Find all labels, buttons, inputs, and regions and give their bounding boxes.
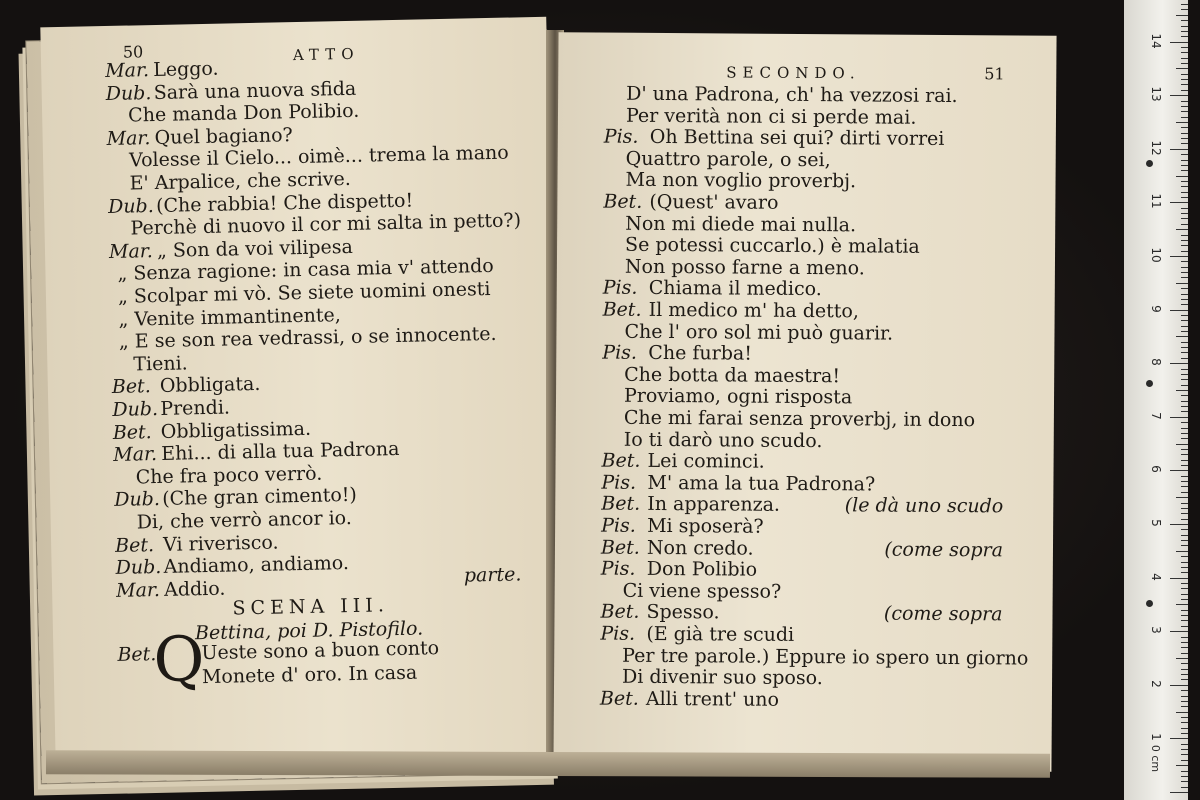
verse-line: Leggo. — [152, 57, 219, 82]
verse-line: (Quest' avaro — [649, 190, 779, 214]
verse-line: Che botta da maestra! — [624, 363, 841, 388]
ruler-tick — [1181, 369, 1188, 370]
speaker-label: Dub. — [115, 556, 162, 580]
ruler-tick — [1181, 267, 1188, 268]
ruler-tick — [1181, 535, 1188, 536]
ruler-tick — [1181, 744, 1188, 745]
verse-line: Prendi. — [160, 396, 231, 420]
ruler-tick — [1170, 95, 1188, 96]
ruler-tick — [1181, 342, 1188, 343]
ruler-tick — [1176, 497, 1188, 498]
verse-line: E' Arpalice, che scrive. — [129, 167, 352, 195]
ruler-tick — [1181, 9, 1188, 10]
speaker-label: Mar. — [113, 443, 158, 467]
ruler-unit-label: 0 cm — [1149, 744, 1163, 773]
ruler-tick — [1181, 90, 1188, 91]
verse-line: Non posso farne a meno. — [624, 255, 865, 280]
ruler-tick — [1181, 728, 1188, 729]
ruler-cm-label: 10 — [1149, 247, 1163, 263]
ruler-tick — [1170, 363, 1188, 364]
speaker-label: Bet. — [601, 449, 641, 473]
ruler-tick — [1181, 663, 1188, 664]
ruler-tick — [1170, 202, 1188, 203]
ruler-tick — [1181, 326, 1188, 327]
ruler-tick — [1181, 36, 1188, 37]
ruler-tick — [1181, 567, 1188, 568]
ruler-dot-marker — [1146, 160, 1153, 167]
ruler-tick — [1181, 647, 1188, 648]
speaker-label: Pis. — [601, 514, 636, 537]
ruler-tick — [1181, 690, 1188, 691]
speaker-label: Bet. — [602, 298, 642, 321]
stage-direction: (come sopra — [883, 602, 1003, 626]
ruler-tick — [1181, 411, 1188, 412]
ruler-tick — [1176, 765, 1188, 766]
ruler-tick — [1170, 792, 1188, 793]
ruler-cm-label: 9 — [1149, 304, 1163, 313]
verse-line: In apparenza. — [647, 493, 781, 517]
ruler-tick — [1181, 781, 1188, 782]
speaker-label: Bet. — [114, 533, 155, 557]
ruler-tick — [1176, 122, 1188, 123]
ruler-tick — [1181, 760, 1188, 761]
ruler-tick — [1181, 138, 1188, 139]
ruler-tick — [1170, 470, 1188, 471]
exit-note: parte. — [463, 563, 522, 587]
ruler-tick — [1170, 578, 1188, 579]
speaker-label: Pis. — [602, 341, 638, 365]
ruler-tick — [1181, 251, 1188, 252]
ruler-tick — [1181, 787, 1188, 788]
verse-line: Oh Bettina sei qui? dirti vorrei — [649, 126, 945, 151]
ruler-tick — [1181, 4, 1188, 5]
ruler-tick — [1176, 68, 1188, 69]
ruler-tick — [1181, 385, 1188, 386]
ruler-cm-label: 5 — [1149, 519, 1163, 527]
verse-line: Sarà una nuova sfida — [153, 77, 357, 104]
ruler-tick — [1176, 551, 1188, 552]
verse-line: Che l' oro sol mi può guarir. — [624, 320, 894, 345]
speaker-label: Bet. — [112, 420, 152, 444]
ruler-tick — [1181, 696, 1188, 697]
verse-line: Chiama il medico. — [648, 277, 822, 301]
verse-line: Per tre parole.) Eppure io spero un giorno — [622, 644, 1029, 670]
ruler-tick — [1181, 170, 1188, 171]
speaker-label: Bet. — [600, 600, 640, 624]
ruler-tick — [1181, 197, 1188, 198]
ruler-tick — [1181, 454, 1188, 455]
verse-line: „ Venite immantinente, — [118, 303, 341, 331]
ruler-tick — [1170, 42, 1188, 43]
verse-line: „ Senza ragione: in casa mia v' attendo — [117, 255, 495, 286]
speaker-label: Bet. — [111, 375, 151, 399]
verse-line: Se potessi cuccarlo.) è malatia — [625, 233, 920, 258]
verse-line: Proviamo, ogni risposta — [623, 385, 853, 409]
ruler-tick — [1181, 637, 1188, 638]
ruler-tick — [1181, 181, 1188, 182]
verse-line: Per verità non ci si perde mai. — [625, 104, 917, 129]
scene-title: SCENA III. — [232, 594, 390, 620]
ruler-cm-label: 11 — [1149, 193, 1163, 210]
running-head-left: ATTO — [292, 44, 360, 65]
speaker-label: Pis. — [600, 622, 636, 645]
verse-line: Addio. — [163, 577, 226, 601]
verse-line: Obbligatissima. — [160, 417, 312, 443]
running-head-right: SECONDO. — [726, 63, 861, 83]
ruler-tick — [1181, 583, 1188, 584]
ruler-tick — [1181, 572, 1188, 573]
ruler-tick — [1181, 422, 1188, 423]
ruler-tick — [1181, 272, 1188, 273]
ruler-tick — [1181, 288, 1188, 289]
verse-line: (Che gran cimento!) — [161, 484, 358, 511]
speaker-label: Bet. — [603, 190, 643, 213]
verse-line: Obbligata. — [159, 373, 261, 398]
verse-line: Ma non voglio proverbj. — [625, 169, 857, 193]
ruler-tick — [1170, 256, 1188, 257]
verse-line: Lei cominci. — [647, 450, 765, 473]
ruler-tick — [1181, 508, 1188, 509]
ruler-tick — [1181, 218, 1188, 219]
ruler-tick — [1181, 63, 1188, 64]
ruler-tick — [1181, 106, 1188, 107]
speaker-label: Mar. — [105, 59, 150, 83]
ruler-tick — [1176, 658, 1188, 659]
ruler-cm-label: 4 — [1149, 572, 1163, 581]
verse-line: Che furba! — [648, 342, 752, 365]
ruler-tick — [1181, 294, 1188, 295]
ruler-tick — [1181, 160, 1188, 161]
ruler-tick — [1176, 283, 1188, 284]
verse-line: Che manda Don Polibio. — [127, 99, 360, 127]
verse-line: (E già tre scudi — [646, 622, 795, 646]
ruler-tick — [1181, 277, 1188, 278]
speaker-label: Pis. — [601, 471, 637, 494]
ruler-tick — [1181, 320, 1188, 321]
ruler-tick — [1181, 52, 1188, 53]
ruler-tick — [1170, 149, 1188, 150]
ruler-tick — [1181, 208, 1188, 209]
ruler-tick — [1181, 620, 1188, 621]
ruler-cm-label: 14 — [1149, 32, 1163, 49]
ruler-tick — [1170, 310, 1188, 311]
verse-line: Il medico m' ha detto, — [648, 298, 859, 323]
scene-speaker: Bet. — [117, 643, 157, 666]
ruler-tick — [1181, 669, 1188, 670]
verse-line: Vi riverisco. — [162, 531, 279, 556]
page-number-right: 51 — [984, 64, 1005, 84]
ruler-tick — [1181, 395, 1188, 396]
verse-line: Che fra poco verrò. — [135, 462, 323, 489]
speaker-label: Mar. — [108, 239, 154, 263]
book-bottom-edge — [46, 750, 1050, 778]
ruler-tick — [1181, 545, 1188, 546]
ruler-tick — [1181, 749, 1188, 750]
verse-line: Di divenir suo sposo. — [621, 665, 823, 690]
verse-line: Di, che verrò ancor io. — [136, 506, 353, 534]
ruler-tick — [1181, 374, 1188, 375]
verse-line: Quel bagiano? — [154, 123, 293, 149]
ruler-tick — [1181, 562, 1188, 563]
ruler-tick — [1181, 540, 1188, 541]
verse-line: Io ti darò uno scudo. — [623, 428, 823, 452]
ruler-tick — [1181, 240, 1188, 241]
speaker-label: Bet. — [601, 492, 641, 516]
ruler-tick — [1170, 417, 1188, 418]
drop-cap: Q — [152, 622, 206, 697]
ruler-tick — [1181, 74, 1188, 75]
verse-line: Non mi diede mai nulla. — [625, 212, 857, 236]
ruler-tick — [1181, 529, 1188, 530]
ruler-tick — [1181, 379, 1188, 380]
ruler-tick — [1181, 47, 1188, 48]
ruler-tick — [1181, 401, 1188, 402]
ruler-tick — [1181, 245, 1188, 246]
ruler-tick — [1170, 524, 1188, 525]
speaker-label: Dub. — [113, 488, 161, 512]
ruler-tick — [1176, 390, 1188, 391]
stage-direction: (come sopra — [884, 538, 1004, 561]
ruler-tick — [1176, 176, 1188, 177]
ruler-tick — [1181, 31, 1188, 32]
ruler-tick — [1176, 712, 1188, 713]
ruler-tick — [1181, 492, 1188, 493]
speaker-label: Mar. — [106, 126, 151, 150]
ruler-tick — [1181, 352, 1188, 353]
ruler-tick — [1181, 143, 1188, 144]
ruler-tick — [1181, 79, 1188, 80]
ruler-tick — [1181, 594, 1188, 595]
verse-line: Tieni. — [133, 352, 188, 376]
verse-line: „ Son da voi vilipesa — [156, 235, 354, 262]
verse-line: Alli trent' uno — [645, 687, 779, 711]
verse-line: Quattro parole, o sei, — [625, 147, 831, 171]
speaker-label: Bet. — [599, 687, 639, 710]
ruler-dot-marker — [1146, 600, 1153, 607]
ruler-tick — [1170, 631, 1188, 632]
ruler-tick — [1181, 58, 1188, 59]
verse-line: Che mi farai senza proverbj, in dono — [623, 406, 976, 432]
verse-line: M' ama la tua Padrona? — [647, 471, 876, 496]
ruler-tick — [1181, 347, 1188, 348]
ruler-tick — [1181, 299, 1188, 300]
ruler-tick — [1181, 186, 1188, 187]
ruler-tick — [1181, 776, 1188, 777]
ruler-tick — [1181, 315, 1188, 316]
ruler-tick — [1181, 224, 1188, 225]
ruler-tick — [1181, 304, 1188, 305]
ruler-tick — [1181, 117, 1188, 118]
ruler-cm-label: 6 — [1149, 465, 1163, 474]
ruler-tick — [1170, 738, 1188, 739]
ruler-tick — [1181, 513, 1188, 514]
ruler-tick — [1181, 331, 1188, 332]
ruler-tick — [1181, 722, 1188, 723]
speaker-label: Pis. — [603, 125, 639, 149]
verse-line: „ Scolpar mi vò. Se siete uomini onesti — [117, 278, 491, 308]
scene-line-2: Monete d' oro. In casa — [201, 661, 418, 689]
ruler-cm-label: 12 — [1149, 140, 1163, 156]
ruler-tick — [1181, 438, 1188, 439]
ruler-tick — [1181, 133, 1188, 134]
ruler-cm-label: 3 — [1149, 626, 1163, 634]
ruler-tick — [1181, 717, 1188, 718]
ruler-tick — [1176, 229, 1188, 230]
page-number-left: 50 — [122, 42, 144, 62]
ruler-tick — [1181, 599, 1188, 600]
ruler-tick — [1181, 679, 1188, 680]
ruler-tick — [1181, 358, 1188, 359]
speaker-label: Mar. — [115, 578, 161, 602]
ruler-cm-label: 13 — [1149, 86, 1163, 102]
ruler-tick — [1181, 154, 1188, 155]
scene-line-1: Ueste sono a buon conto — [201, 637, 440, 665]
ruler-tick — [1176, 444, 1188, 445]
ruler-tick — [1181, 503, 1188, 504]
speaker-label: Dub. — [107, 194, 154, 218]
ruler-tick — [1181, 111, 1188, 112]
ruler-tick — [1181, 519, 1188, 520]
ruler-tick — [1181, 127, 1188, 128]
ruler-cm-label: 2 — [1149, 679, 1163, 688]
ruler-tick — [1181, 261, 1188, 262]
left-page — [40, 17, 561, 767]
verse-line: Spesso. — [646, 601, 720, 624]
ruler-tick — [1181, 674, 1188, 675]
speaker-label: Pis. — [600, 557, 636, 581]
ruler-tick — [1181, 642, 1188, 643]
verse-line: Ehi... di alla tua Padrona — [161, 438, 400, 466]
ruler-tick — [1181, 165, 1188, 166]
ruler-tick — [1181, 481, 1188, 482]
ruler-tick — [1170, 685, 1188, 686]
ruler-tick — [1181, 701, 1188, 702]
ruler-tick — [1181, 428, 1188, 429]
right-page — [553, 32, 1056, 771]
ruler-tick — [1181, 486, 1188, 487]
verse-line: „ E se son rea vedrassi, o se innocente. — [118, 323, 497, 353]
ruler-cm-label: 7 — [1149, 411, 1163, 420]
scene-cast: Bettina, poi D. Pistofilo. — [194, 617, 424, 645]
ruler-cm-label: 8 — [1149, 358, 1163, 366]
ruler-tick — [1181, 465, 1188, 466]
ruler-tick — [1176, 15, 1188, 16]
ruler-tick — [1181, 615, 1188, 616]
verse-line: Ci viene spesso? — [622, 579, 782, 603]
verse-line: Perchè di nuovo il cor mi salta in petto?) — [130, 209, 522, 240]
ruler-tick — [1181, 26, 1188, 27]
ruler-dot-marker — [1146, 380, 1153, 387]
ruler-tick — [1181, 733, 1188, 734]
ruler-tick — [1181, 20, 1188, 21]
ruler-tick — [1181, 460, 1188, 461]
ruler-tick — [1181, 754, 1188, 755]
ruler-tick — [1181, 610, 1188, 611]
ruler-tick — [1181, 588, 1188, 589]
verse-line: Andiamo, andiamo. — [163, 552, 350, 579]
verse-line: Mi sposerà? — [647, 514, 764, 538]
stage-direction: (le dà uno scudo — [844, 494, 1004, 518]
verse-line: Non credo. — [646, 536, 754, 560]
ruler-tick — [1176, 336, 1188, 337]
ruler-tick — [1176, 604, 1188, 605]
ruler-tick — [1181, 101, 1188, 102]
ruler-tick — [1181, 626, 1188, 627]
verse-line: (Che rabbia! Che dispetto! — [155, 189, 414, 217]
ruler-cm-label: 1 — [1149, 733, 1163, 742]
ruler-tick — [1181, 653, 1188, 654]
scale-ruler — [1124, 0, 1188, 800]
ruler-tick — [1181, 476, 1188, 477]
ruler-tick — [1181, 213, 1188, 214]
verse-line: Volesse il Cielo... oimè... trema la mano — [128, 141, 509, 172]
speaker-label: Dub. — [112, 398, 159, 421]
ruler-tick — [1181, 235, 1188, 236]
ruler-tick — [1181, 556, 1188, 557]
ruler-tick — [1181, 706, 1188, 707]
verse-line: Don Polibio — [646, 558, 758, 581]
ruler-tick — [1181, 84, 1188, 85]
verse-line: D' una Padrona, ch' ha vezzosi rai. — [626, 82, 958, 108]
ruler-tick — [1181, 192, 1188, 193]
ruler-tick — [1181, 449, 1188, 450]
ruler-tick — [1181, 406, 1188, 407]
ruler-tick — [1181, 771, 1188, 772]
speaker-label: Bet. — [600, 536, 640, 559]
ruler-tick — [1181, 433, 1188, 434]
speaker-label: Pis. — [602, 276, 638, 300]
speaker-label: Dub. — [105, 81, 152, 105]
